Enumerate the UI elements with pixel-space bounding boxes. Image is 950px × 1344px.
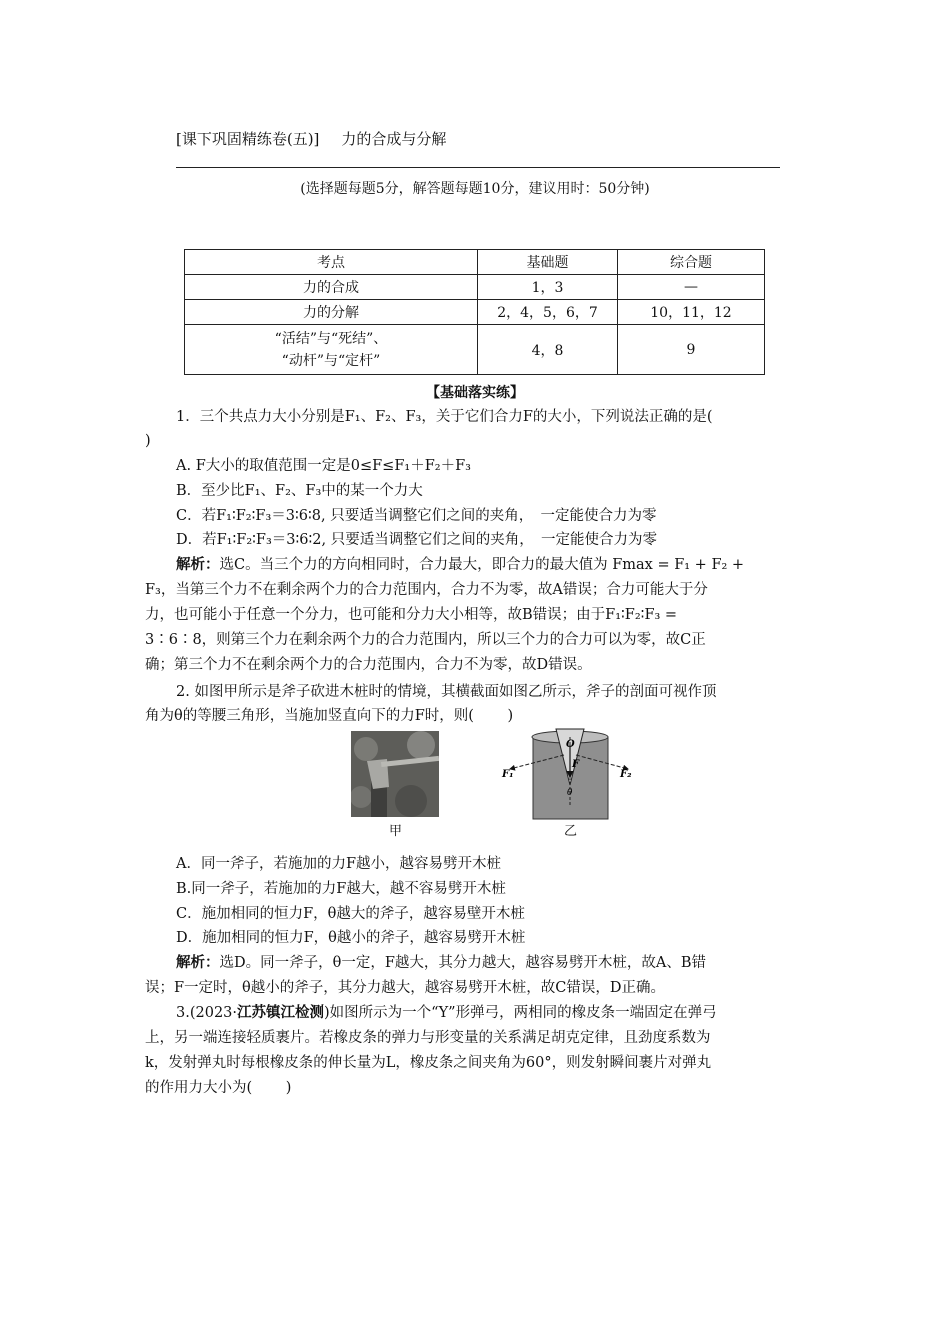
q1-stem: 1．三个共点力大小分别是F₁、F₂、F₃，关于它们合力F的大小，下列说法正确的是( — [176, 409, 713, 425]
q1-analysis-line: 3∶6∶8，则第三个力在剩余两个力的合力范围内，所以三个力的合力可以为零，故C正 — [145, 632, 706, 648]
q1-analysis-line: 确；第三个力不在剩余两个力的合力范围内，合力不为零，故D错误。 — [145, 657, 592, 673]
label-theta: θ — [567, 788, 573, 798]
topic-table — [184, 249, 765, 375]
header-rule — [176, 167, 780, 168]
q3-stem: k，发射弹丸时每根橡皮条的伸长量为L，橡皮条之间夹角为60°，则发射瞬间裹片对弹丸 — [145, 1055, 712, 1071]
table-cell: — — [618, 275, 765, 300]
table-header-row — [185, 250, 765, 275]
table-cell: 力的分解 — [185, 300, 478, 325]
q3-stem: 上，另一端连接轻质裹片。若橡皮条的弹力与形变量的关系满足胡克定律，且劲度系数为 — [145, 1030, 711, 1046]
q1-option-d: D．若F₁∶F₂∶F₃＝3∶6∶2, 只要适当调整它们之间的夹角， 一定能使合力为零 — [176, 532, 657, 548]
q2-analysis-line — [176, 954, 806, 973]
q3-source: 江苏镇江检测 — [237, 1005, 325, 1021]
table-header: 基础题 — [478, 250, 618, 275]
q2-stem: 2. 如图甲所示是斧子砍进木桩时的情境，其横截面如图乙所示，斧子的剖面可视作顶 — [176, 684, 717, 700]
q1-analysis-line: 力，也可能小于任意一个分力，也可能和分力大小相等，故B错误；由于F₁∶F₂∶F₃ = — [145, 607, 678, 623]
q2-option-d: D．施加相同的恒力F，θ越小的斧子，越容易劈开木桩 — [176, 930, 526, 946]
analysis-text: 选C。当三个力的方向相同时，合力最大，即合力的最大值为 Fmax = F₁ + F₂ + — [219, 557, 745, 573]
analysis-text: 选D。同一斧子，θ一定，F越大，其分力越大，越容易劈开木桩，故A、B错 — [219, 955, 707, 971]
table-cell-line: “活结”与“死结”、 — [274, 330, 388, 347]
analysis-label: 解析： — [176, 955, 220, 971]
q3-stem: 的作用力大小为( ) — [145, 1080, 292, 1096]
axe-diagram — [498, 727, 638, 822]
q3-number: 3.(2023· — [176, 1005, 238, 1021]
table-cell: 1，3 — [478, 275, 618, 300]
q2-option-a: A．同一斧子，若施加的力F越小，越容易劈开木桩 — [176, 856, 502, 872]
analysis-label: 解析： — [176, 557, 220, 573]
table-cell: 4，8 — [478, 325, 618, 375]
table-cell: 9 — [618, 325, 765, 375]
q2-option-c: C．施加相同的恒力F，θ越大的斧子，越容易壁开木桩 — [176, 906, 525, 922]
header-title — [176, 128, 446, 149]
q1-option-b: B．至少比F₁、F₂、F₃中的某一个力大 — [176, 483, 423, 499]
table-cell — [185, 325, 478, 375]
q1-analysis-line: F₃，当第三个力不在剩余两个力的合力范围内，合力不为零，故A错误；合力可能大于分 — [145, 582, 708, 598]
label-f2: F₂ — [620, 769, 632, 780]
table-cell: 10，11，12 — [618, 300, 765, 325]
figure-label-b: 乙 — [564, 824, 578, 839]
table-row — [185, 300, 765, 325]
axe-photo — [351, 731, 439, 817]
label-o: O — [566, 739, 575, 750]
table-header: 考点 — [185, 250, 478, 275]
axe-diagram-svg — [498, 727, 638, 822]
worksheet-topic: 力的合成与分解 — [341, 130, 447, 148]
q2-stem: 角为θ的等腰三角形，当施加竖直向下的力F时，则( ) — [145, 708, 514, 724]
q3-stem-text: )如图所示为一个“Y”形弹弓，两相同的橡皮条一端固定在弹弓 — [324, 1005, 717, 1021]
q1-option-c: C．若F₁∶F₂∶F₃＝3∶6∶8, 只要适当调整它们之间的夹角， 一定能使合力为零 — [176, 508, 657, 524]
table-row — [185, 325, 765, 375]
q3-stem — [176, 1004, 806, 1023]
q1-stem-end: ) — [145, 433, 151, 449]
table-cell: 2，4，5，6，7 — [478, 300, 618, 325]
q2-option-b: B.同一斧子，若施加的力F越大，越不容易劈开木桩 — [176, 881, 506, 897]
table-cell: 力的合成 — [185, 275, 478, 300]
table-header: 综合题 — [618, 250, 765, 275]
q2-analysis-line: 误；F一定时，θ越小的斧子，其分力越大，越容易劈开木桩，故C错误，D正确。 — [145, 980, 666, 996]
label-f1: F₁ — [502, 769, 514, 780]
q1-analysis-line — [176, 556, 806, 575]
time-note: (选择题每题5分，解答题每题10分，建议用时：50分钟) — [300, 181, 650, 197]
table-cell-line: “动杆”与“定杆” — [281, 352, 381, 369]
table-row — [185, 275, 765, 300]
section-title: 【基础落实练】 — [426, 385, 524, 401]
worksheet-series: [课下巩固精练卷(五)] — [176, 130, 320, 148]
q1-option-a: A. F大小的取值范围一定是0≤F≤F₁＋F₂＋F₃ — [176, 458, 471, 474]
figure-label-a: 甲 — [389, 824, 403, 839]
label-f: F — [572, 759, 580, 770]
